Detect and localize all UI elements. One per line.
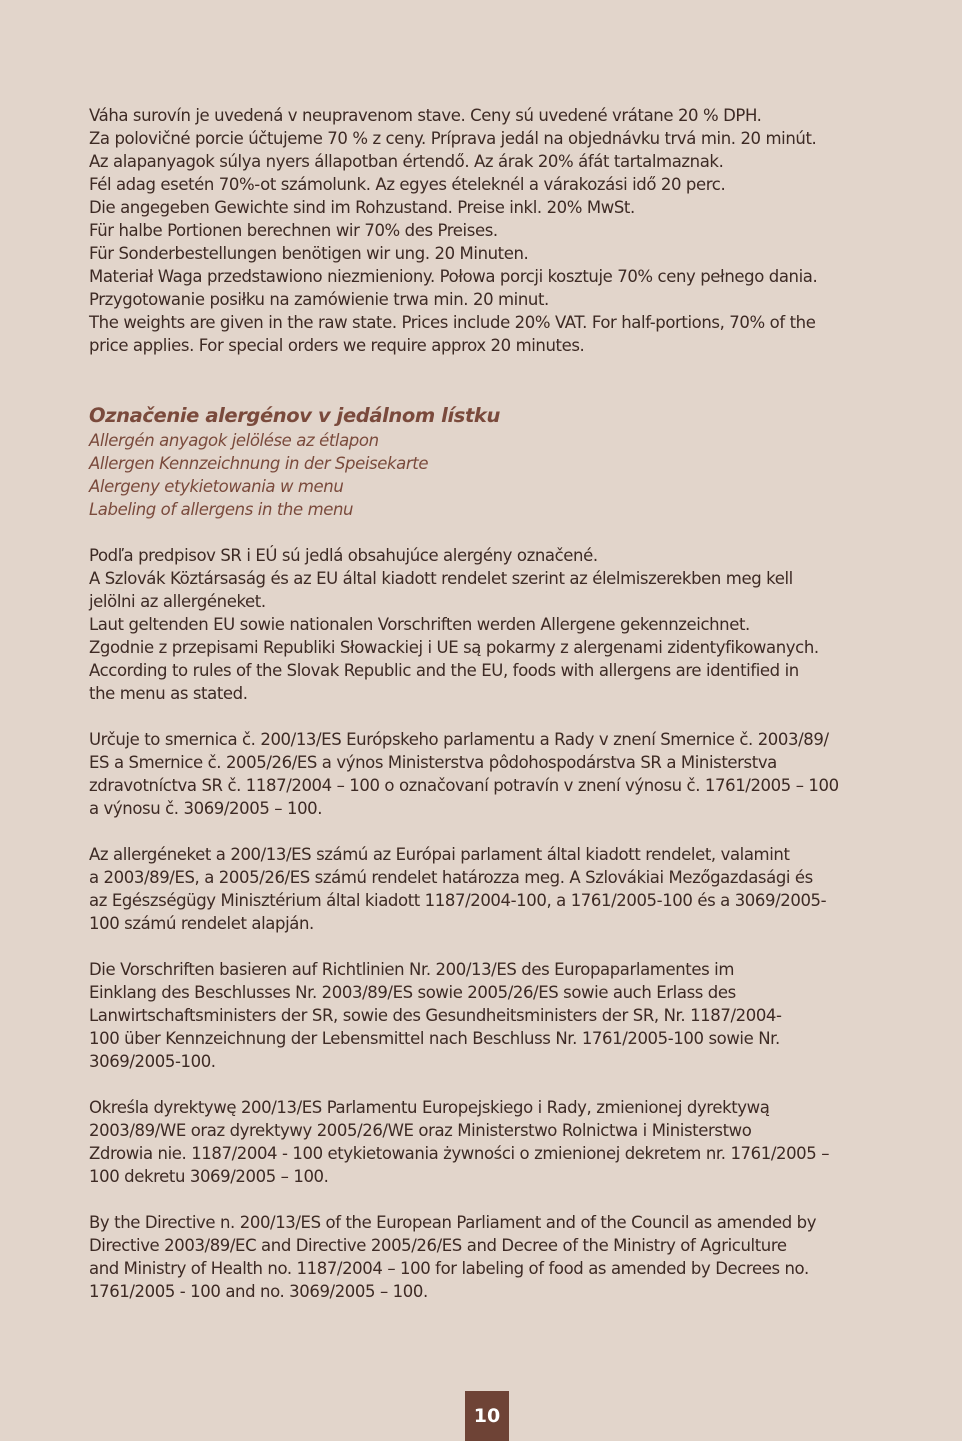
section-subtitle: Allergén anyagok jelölése az étlapon <box>89 431 379 450</box>
directive-line: Lanwirtschaftsministers der SR, sowie des Gesundheitsministers der SR, Nr. 1187/2004- <box>89 1006 782 1025</box>
directive-line: Az allergéneket a 200/13/ES számú az Európai parlament által kiadott rendelet, valamint <box>89 845 790 864</box>
directive-line: Určuje to smernica č. 200/13/ES Európskeho parlamentu a Rady v znení Smernice č. 2003/89/ <box>89 730 829 749</box>
rules-line: the menu as stated. <box>89 684 248 703</box>
directive-line: Directive 2003/89/EC and Directive 2005/26/ES and Decree of the Ministry of Agriculture <box>89 1236 787 1255</box>
rules-line: A Szlovák Köztársaság és az EU által kiadott rendelet szerint az élelmiszerekben meg kell <box>89 569 793 588</box>
page-content <box>89 104 889 1303</box>
directive-de-paragraph <box>89 958 889 1073</box>
intro-line: The weights are given in the raw state. Prices include 20% VAT. For half-portions, 70% of the <box>89 313 816 332</box>
intro-line: Fél adag esetén 70%-ot számolunk. Az egyes ételeknél a várakozási idő 20 perc. <box>89 175 726 194</box>
intro-line: Für Sonderbestellungen benötigen wir ung. 20 Minuten. <box>89 244 529 263</box>
rules-paragraph <box>89 544 889 705</box>
intro-paragraph <box>89 104 889 357</box>
section-subtitle: Allergen Kennzeichnung in der Speisekarte <box>89 454 429 473</box>
intro-line: price applies. For special orders we require approx 20 minutes. <box>89 336 585 355</box>
intro-line: Für halbe Portionen berechnen wir 70% des Preises. <box>89 221 498 240</box>
section-title: Označenie alergénov v jedálnom lístku <box>89 404 500 427</box>
directive-line: 100 dekretu 3069/2005 – 100. <box>89 1167 329 1186</box>
rules-line: Zgodnie z przepisami Republiki Słowackiej i UE są pokarmy z alergenami zidentyfikowanych. <box>89 638 819 657</box>
directive-line: a 2003/89/ES, a 2005/26/ES számú rendelet határozza meg. A Szlovákiai Mezőgazdasági és <box>89 868 813 887</box>
directive-line: a výnosu č. 3069/2005 – 100. <box>89 799 323 818</box>
directive-line: ES a Smernice č. 2005/26/ES a výnos Ministerstva pôdohospodárstva SR a Ministerstva <box>89 753 777 772</box>
directive-line: az Egészségügy Minisztérium által kiadott 1187/2004-100, a 1761/2005-100 és a 3069/2005- <box>89 891 827 910</box>
section-subtitle: Labeling of allergens in the menu <box>89 500 354 519</box>
directive-line: Die Vorschriften basieren auf Richtlinien Nr. 200/13/ES des Europaparlamentes im <box>89 960 734 979</box>
page-number: 10 <box>465 1391 509 1441</box>
directive-line: 2003/89/WE oraz dyrektywy 2005/26/WE oraz Ministerstwo Rolnictwa i Ministerstwo <box>89 1121 752 1140</box>
intro-line: Az alapanyagok súlya nyers állapotban értendő. Az árak 20% áfát tartalmaznak. <box>89 152 724 171</box>
directive-line: and Ministry of Health no. 1187/2004 – 100 for labeling of food as amended by Decrees no. <box>89 1259 809 1278</box>
directive-pl-paragraph <box>89 1096 889 1188</box>
directive-sk-paragraph <box>89 728 889 820</box>
rules-line: Podľa predpisov SR i EÚ sú jedlá obsahujúce alergény označené. <box>89 546 598 565</box>
directive-en-paragraph <box>89 1211 889 1303</box>
intro-line: Váha surovín je uvedená v neupravenom stave. Ceny sú uvedené vrátane 20 % DPH. <box>89 106 762 125</box>
rules-line: Laut geltenden EU sowie nationalen Vorschriften werden Allergene gekennzeichnet. <box>89 615 750 634</box>
rules-line: jelölni az allergéneket. <box>89 592 266 611</box>
directive-line: 1761/2005 - 100 and no. 3069/2005 – 100. <box>89 1282 428 1301</box>
directive-line: zdravotníctva SR č. 1187/2004 – 100 o označovaní potravín v znení výnosu č. 1761/2005 – 100 <box>89 776 839 795</box>
directive-line: 100 számú rendelet alapján. <box>89 914 314 933</box>
intro-line: Die angegeben Gewichte sind im Rohzustand. Preise inkl. 20% MwSt. <box>89 198 635 217</box>
directive-line: 100 über Kennzeichnung der Lebensmittel nach Beschluss Nr. 1761/2005-100 sowie Nr. <box>89 1029 780 1048</box>
directive-line: Określa dyrektywę 200/13/ES Parlamentu Europejskiego i Rady, zmienionej dyrektywą <box>89 1098 770 1117</box>
directive-line: By the Directive n. 200/13/ES of the European Parliament and of the Council as amended by <box>89 1213 817 1232</box>
rules-line: According to rules of the Slovak Republic and the EU, foods with allergens are identified in <box>89 661 799 680</box>
directive-line: Einklang des Beschlusses Nr. 2003/89/ES sowie 2005/26/ES sowie auch Erlass des <box>89 983 736 1002</box>
directive-line: Zdrowia nie. 1187/2004 - 100 etykietowania żywności o zmienionej dekretem nr. 1761/2005 – <box>89 1144 830 1163</box>
intro-line: Przygotowanie posiłku na zamówienie trwa min. 20 minut. <box>89 290 549 309</box>
allergen-section-header <box>89 403 889 521</box>
directive-line: 3069/2005-100. <box>89 1052 216 1071</box>
section-subtitle: Alergeny etykietowania w menu <box>89 477 344 496</box>
intro-line: Materiał Waga przedstawiono niezmieniony. Połowa porcji kosztuje 70% ceny pełnego dania. <box>89 267 818 286</box>
directive-hu-paragraph <box>89 843 889 935</box>
intro-line: Za polovičné porcie účtujeme 70 % z ceny. Príprava jedál na objednávku trvá min. 20 minút. <box>89 129 817 148</box>
